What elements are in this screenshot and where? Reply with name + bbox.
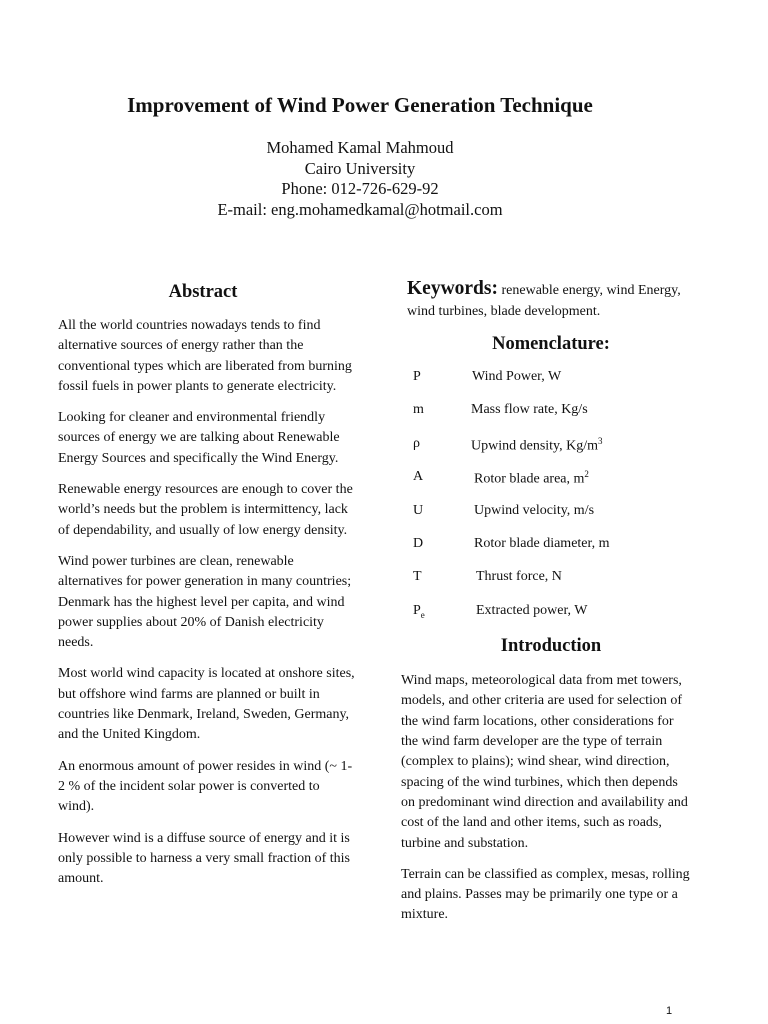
nomenclature-symbol bbox=[413, 603, 425, 620]
nomenclature-definition-text: Rotor blade area, m bbox=[474, 471, 585, 487]
nomenclature-symbol: m bbox=[413, 402, 424, 418]
nomenclature-item bbox=[401, 569, 691, 602]
nomenclature-item bbox=[401, 536, 691, 569]
nomenclature-definition: Rotor blade diameter, m bbox=[474, 535, 610, 551]
right-column bbox=[401, 278, 691, 937]
author-affiliation: Cairo University bbox=[304, 158, 416, 178]
nomenclature-definition: Wind Power, W bbox=[472, 369, 562, 384]
abstract-paragraph-7: However wind is a diffuse source of energy and it is only possible to harness a very small fraction of this amount. bbox=[58, 830, 350, 887]
nomenclature-item bbox=[401, 369, 691, 402]
nomenclature-symbol: P bbox=[413, 369, 421, 384]
abstract-paragraph-4: Wind power turbines are clean, renewable alternatives for power generation in many countries; Denmark has the highest level per capita, and wind power supplies about 20% of Danish electricity needs. bbox=[58, 553, 352, 651]
keywords bbox=[407, 278, 691, 322]
abstract-paragraph-2: Looking for cleaner and environmental friendly sources of energy we are talking about Renewable Energy Sources and specifically the Wind Energy. bbox=[58, 410, 340, 466]
nomenclature-definition: Upwind velocity, m/s bbox=[474, 502, 595, 518]
abstract-paragraph-5: Most world wind capacity is located at onshore sites, but offshore wind farms are planned or built in countries like Denmark, Ireland, Sweden, Germany, and the United Kingdom. bbox=[58, 666, 355, 743]
abstract-heading: Abstract bbox=[168, 282, 238, 302]
nomenclature-definition-text: Upwind density, Kg/m bbox=[471, 438, 599, 454]
nomenclature-definition: Thrust force, N bbox=[476, 569, 562, 585]
nomenclature-symbol: D bbox=[413, 535, 424, 551]
abstract-paragraph-6: An enormous amount of power resides in wind (~ 1-2 % of the incident solar power is converted to wind). bbox=[58, 758, 353, 815]
abstract-paragraph-1: All the world countries nowadays tends to find alternative sources of energy rather than the conventional types which are liberated from burning fossil fuels in power plants to generate electricity. bbox=[58, 318, 352, 394]
nomenclature-subscript: e bbox=[420, 609, 425, 620]
nomenclature-definition bbox=[474, 469, 589, 488]
abstract-paragraph-3: Renewable energy resources are enough to cover the world’s needs but the problem is intermittency, lack of dependability, and usually of low energy density. bbox=[58, 482, 353, 538]
page-number: 1 bbox=[666, 1005, 673, 1017]
keywords-text: renewable energy, wind Energy, wind turbines, blade development. bbox=[407, 283, 681, 319]
author-phone: Phone: 012-726-629-92 bbox=[281, 179, 439, 198]
introduction-paragraph-1: Wind maps, meteorological data from met towers, models, and other criteria are used for selection of the wind farm locations, other considerations for the wind farm developer are the type of terrain (complex to plains); wind shear, wind direction, spacing of the wind turbines, which then depends on predominant wind direction and availability and cost of the land and other items, such as roads, turbine and substation. bbox=[401, 673, 688, 851]
nomenclature-definition bbox=[471, 436, 603, 455]
nomenclature-item bbox=[401, 603, 691, 636]
nomenclature-item bbox=[401, 469, 691, 502]
paper-title: Improvement of Wind Power Generation Technique bbox=[127, 93, 593, 117]
nomenclature-symbol: A bbox=[413, 469, 424, 485]
introduction-paragraph-2: Terrain can be classified as complex, mesas, rolling and plains. Passes may be primarily one type or a mixture. bbox=[401, 866, 690, 923]
nomenclature-symbol: T bbox=[413, 569, 422, 585]
author-block bbox=[0, 138, 720, 220]
nomenclature-symbol-text: P bbox=[413, 602, 421, 618]
author-email: E-mail: eng.mohamedkamal@hotmail.com bbox=[217, 199, 503, 219]
author-name: Mohamed Kamal Mahmoud bbox=[266, 138, 454, 157]
nomenclature-superscript: 3 bbox=[598, 435, 603, 446]
nomenclature-symbol: ρ bbox=[413, 435, 420, 451]
nomenclature-list bbox=[401, 369, 691, 636]
nomenclature-item bbox=[401, 436, 691, 469]
nomenclature-item bbox=[401, 503, 691, 536]
nomenclature-item bbox=[401, 402, 691, 435]
keywords-label: Keywords: bbox=[407, 278, 498, 299]
nomenclature-symbol: U bbox=[413, 502, 424, 518]
left-column bbox=[58, 282, 358, 900]
nomenclature-superscript: 2 bbox=[584, 469, 589, 480]
nomenclature-heading: Nomenclature: bbox=[492, 334, 610, 354]
nomenclature-definition: Mass flow rate, Kg/s bbox=[471, 402, 588, 418]
nomenclature-definition: Extracted power, W bbox=[476, 602, 588, 618]
introduction-heading: Introduction bbox=[500, 636, 602, 657]
